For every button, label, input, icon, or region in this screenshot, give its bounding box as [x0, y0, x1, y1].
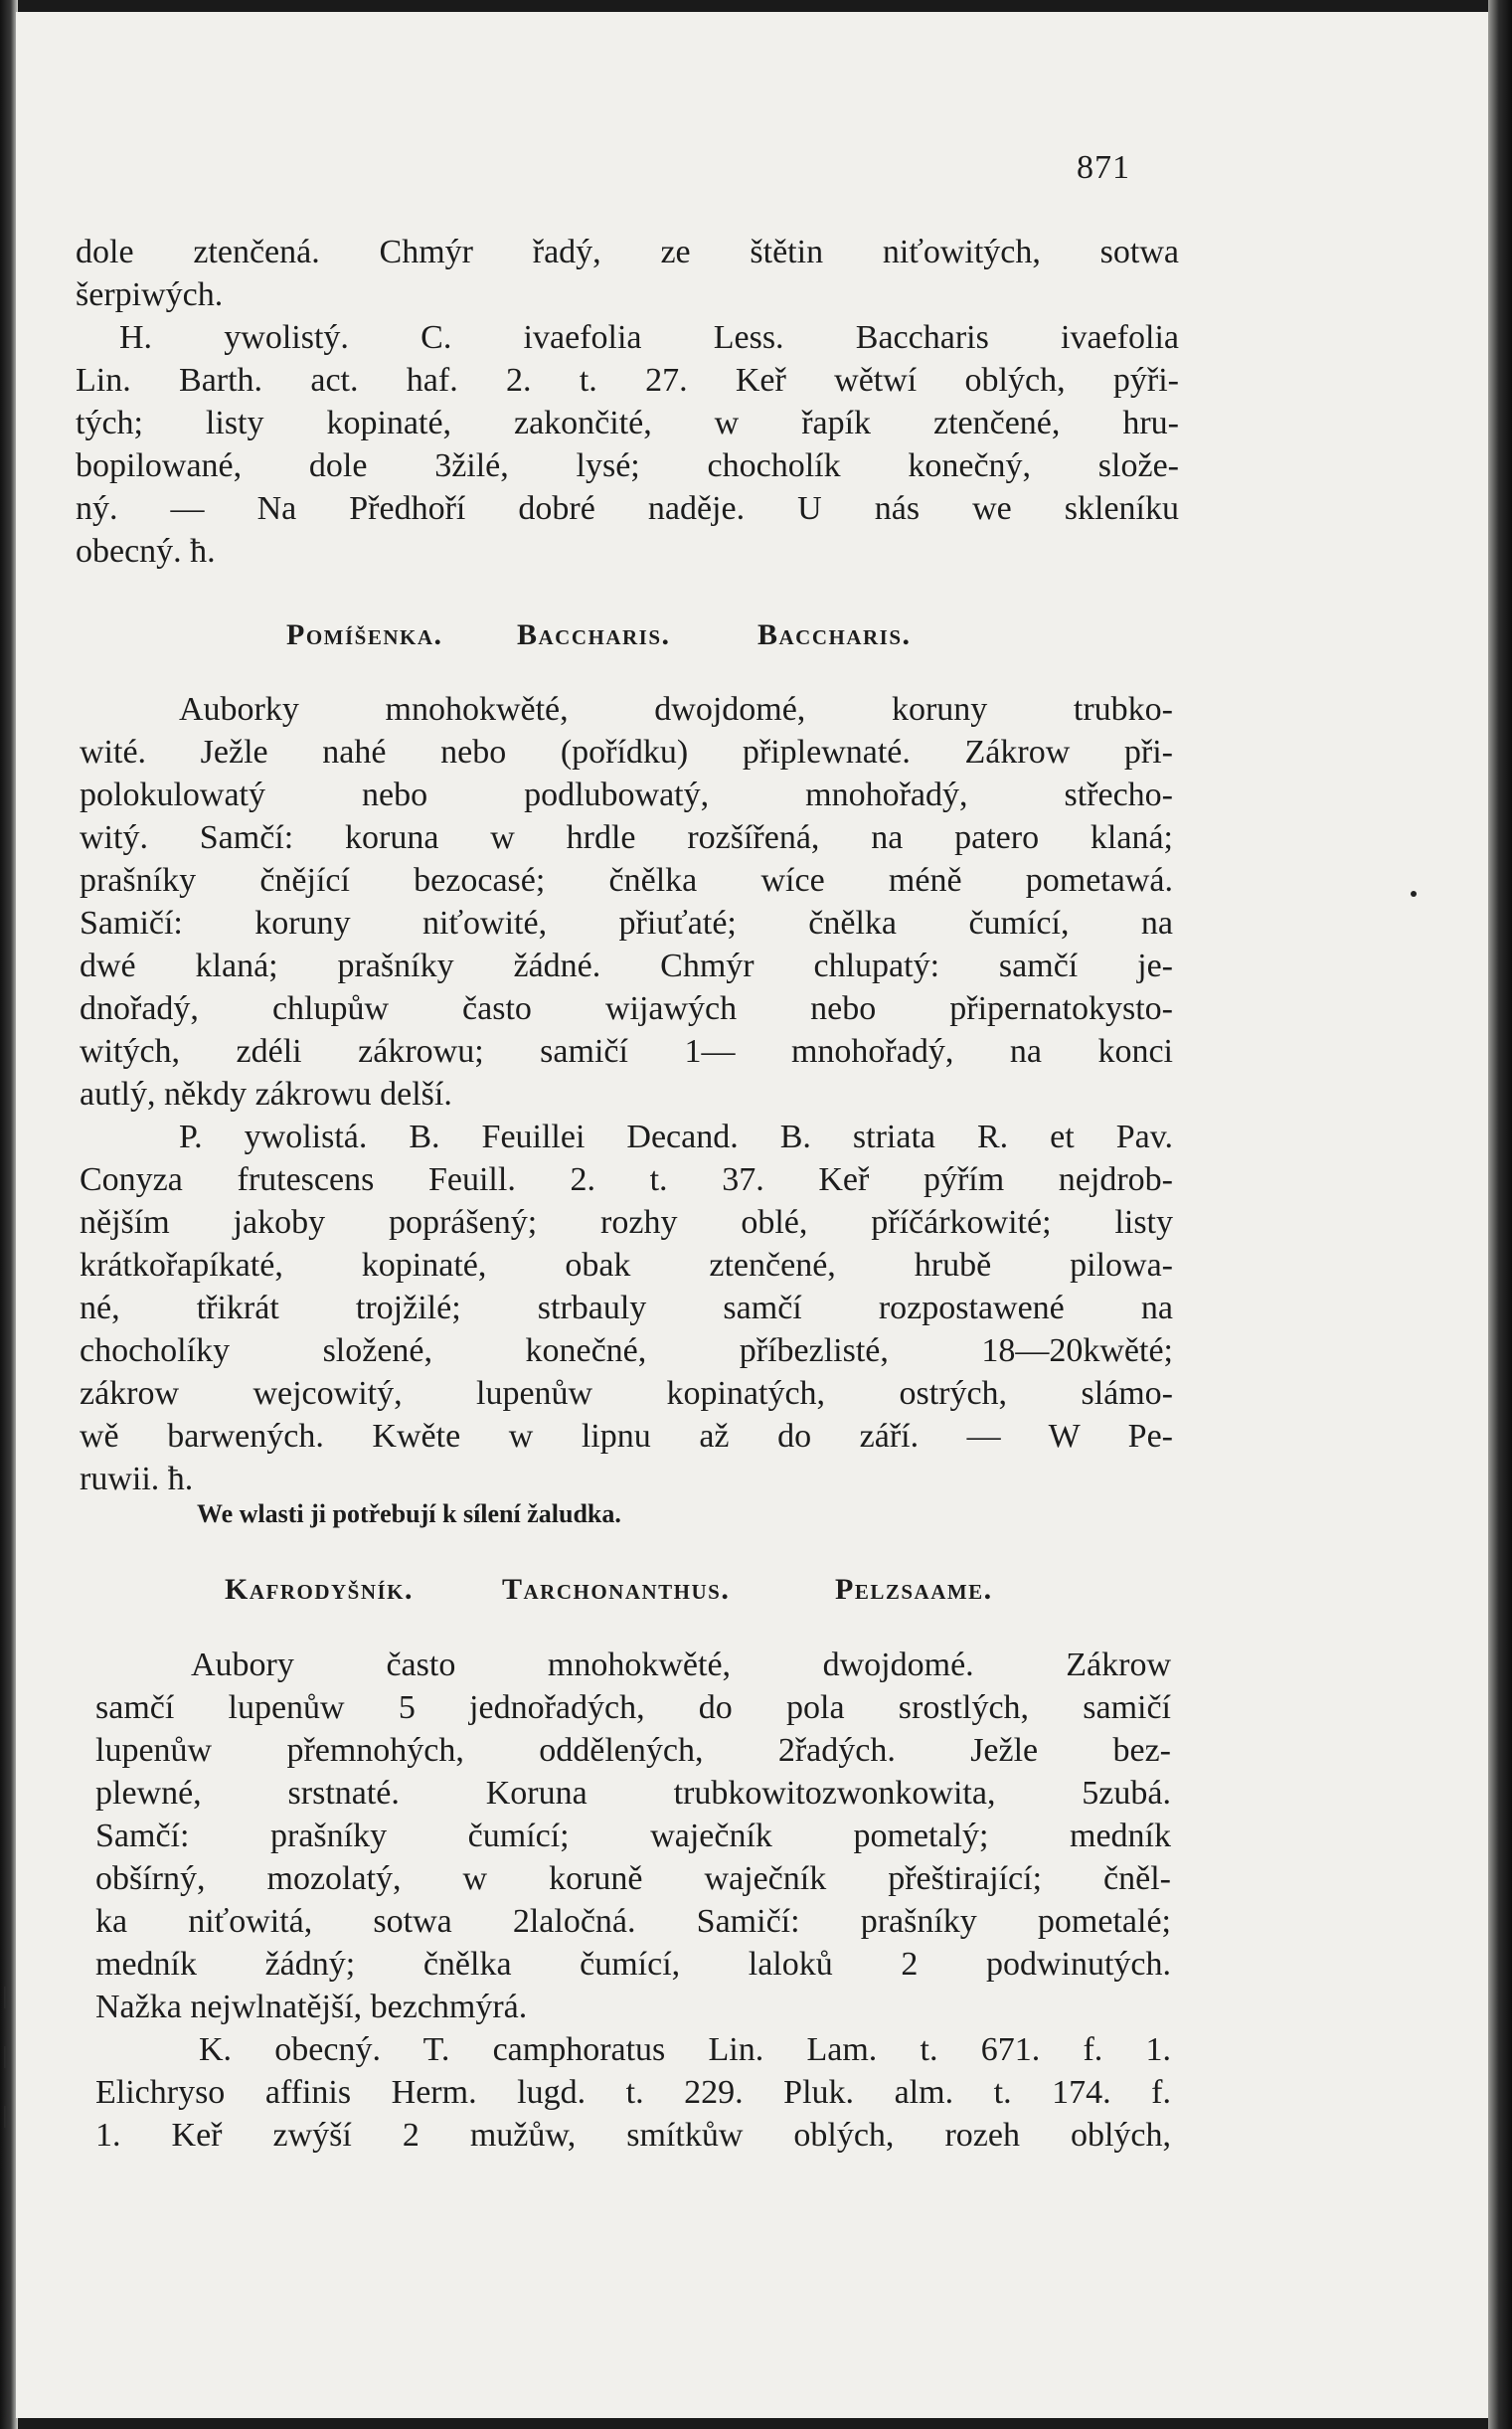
text-line: ka niťowitá, sotwa 2laločná. Samičí: prašníky pometalé; — [95, 1903, 1171, 1940]
text-line: witý. Samčí: koruna w hrdle rozšířená, na patero klaná; — [80, 819, 1173, 856]
text-line: Samčí: prašníky čumící; waječník pometalý; medník — [95, 1818, 1171, 1854]
scan-mark — [4, 1987, 7, 2008]
text-line: medník žádný; čnělka čumící, laloků 2 podwinutých. — [95, 1946, 1171, 1983]
genus-heading-german: Baccharis. — [757, 618, 912, 651]
text-line: dnořadý, chlupůw často wijawých nebo připernatokysto- — [80, 990, 1173, 1027]
text-line: tých; listy kopinaté, zakončité, w řapík ztenčené, hru- — [76, 405, 1179, 441]
text-block-3 — [95, 1644, 1171, 2157]
text-line: zákrow wejcowitý, lupenůw kopinatých, ostrých, slámo- — [80, 1375, 1173, 1412]
text-line: wě barwených. Kwěte w lipnu až do září. — W Pe- — [80, 1418, 1173, 1455]
text-line: Auborky mnohokwěté, dwojdomé, koruny trubko- — [179, 691, 1173, 728]
genus-heading-latin: Tarchonanthus. — [502, 1573, 731, 1606]
text-line: witých, zdéli zákrowu; samičí 1— mnohořadý, na konci — [80, 1033, 1173, 1070]
text-line: Aubory často mnohokwěté, dwojdomé. Zákrow — [191, 1647, 1171, 1683]
text-line: ný. — Na Předhoří dobré naděje. U nás we skleníku — [76, 490, 1179, 527]
page-number: 871 — [1077, 149, 1130, 186]
text-line: Elichryso affinis Herm. lugd. t. 229. Pluk. alm. t. 174. f. — [95, 2074, 1171, 2111]
text-line: ruwii. ħ. — [80, 1461, 194, 1497]
genus-heading-german: Pelzsaame. — [835, 1573, 993, 1606]
text-line: krátkořapíkaté, kopinaté, obak ztenčené, hrubě pilowa- — [80, 1247, 1173, 1284]
usage-note: We wlasti ji potřebují k sílení žaludka. — [197, 1499, 621, 1528]
scan-mark — [4, 2106, 7, 2128]
text-line: polokulowatý nebo podlubowatý, mnohořadý, střecho- — [80, 777, 1173, 813]
text-line: bopilowané, dole 3žilé, lysé; chocholík konečný, slože- — [76, 447, 1179, 484]
genus-heading-czech: Kafrodyšník. — [225, 1573, 415, 1606]
text-line: Conyza frutescens Feuill. 2. t. 37. Keř pýřím nejdrob- — [80, 1161, 1173, 1198]
text-line: šerpiwých. — [76, 276, 224, 313]
scan-speck — [1411, 891, 1417, 897]
text-line: Samičí: koruny niťowité, přiuťaté; čnělka čumící, na — [80, 905, 1173, 942]
text-line: K. obecný. T. camphoratus Lin. Lam. t. 671. f. 1. — [199, 2031, 1171, 2068]
genus-heading-latin: Baccharis. — [517, 618, 671, 651]
text-line: samčí lupenůw 5 jednořadých, do pola srostlých, samičí — [95, 1689, 1171, 1726]
text-block-1 — [76, 231, 1179, 573]
text-line: 1. Keř zwýší 2 mužůw, smítkůw oblých, rozeh oblých, — [95, 2117, 1171, 2154]
text-line: autlý, někdy zákrowu delší. — [80, 1076, 452, 1113]
scan-mark — [4, 2046, 7, 2068]
text-line: prašníky čnějící bezocasé; čnělka wíce méně pometawá. — [80, 862, 1173, 899]
text-line: chocholíky složené, konečné, příbezlisté, 18—20kwěté; — [80, 1332, 1173, 1369]
text-line: wité. Ježle nahé nebo (pořídku) připlewnaté. Zákrow při- — [80, 734, 1173, 771]
genus-heading-czech: Pomíšenka. — [286, 618, 443, 651]
text-line: dwé klaná; prašníky žádné. Chmýr chlupatý: samčí je- — [80, 948, 1173, 984]
text-line: dole ztenčená. Chmýr řadý, ze štětin niťowitých, sotwa — [76, 234, 1179, 270]
text-line: Nažka nejwlnatější, bezchmýrá. — [95, 1989, 528, 2025]
right-page-edge — [1488, 0, 1512, 2429]
text-line: obecný. ħ. — [76, 533, 216, 570]
text-line: H. ywolistý. C. ivaefolia Less. Baccharis ivaefolia — [119, 319, 1179, 356]
text-line: obšírný, mozolatý, w koruně waječník přeštirající; čněl- — [95, 1860, 1171, 1897]
text-line: nějším jakoby poprášený; rozhy oblé, příčárkowité; listy — [80, 1204, 1173, 1241]
text-line: plewné, srstnaté. Koruna trubkowitozwonkowita, 5zubá. — [95, 1775, 1171, 1812]
text-line: P. ywolistá. B. Feuillei Decand. B. striata R. et Pav. — [179, 1119, 1173, 1155]
text-block-2 — [80, 688, 1173, 1500]
text-line: né, třikrát trojžilé; strbauly samčí rozpostawené na — [80, 1290, 1173, 1326]
text-line: Lin. Barth. act. haf. 2. t. 27. Keř wětwí oblých, pýři- — [76, 362, 1179, 399]
text-line: lupenůw přemnohých, oddělených, 2řadých. Ježle bez- — [95, 1732, 1171, 1769]
